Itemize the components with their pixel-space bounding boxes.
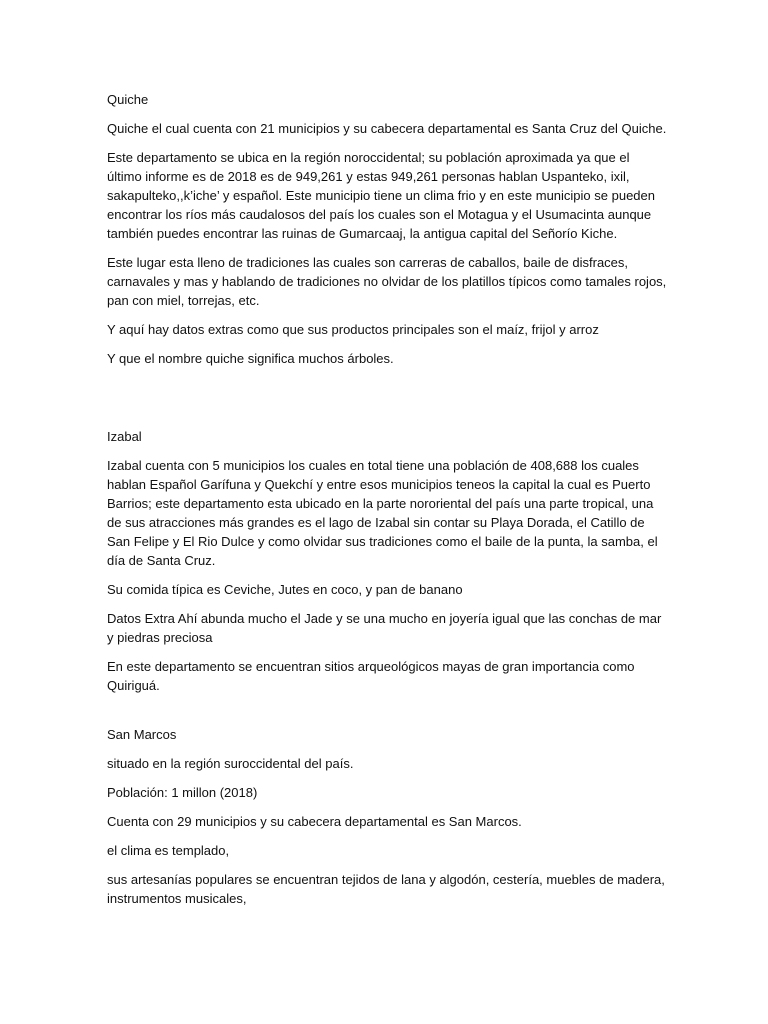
blank-line — [107, 705, 667, 725]
paragraph: Cuenta con 29 municipios y su cabecera departamental es San Marcos. — [107, 814, 522, 829]
paragraph: Su comida típica es Ceviche, Jutes en coco, y pan de banano — [107, 582, 463, 597]
section-heading-quiche: Quiche — [107, 92, 149, 107]
paragraph: Datos Extra Ahí abunda mucho el Jade y se una mucho en joyería igual que las conchas de mar y piedras preciosa — [107, 611, 662, 645]
paragraph: Y que el nombre quiche significa muchos árboles. — [107, 351, 394, 366]
paragraph: Este lugar esta lleno de tradiciones las cuales son carreras de caballos, baile de disfraces, carnavales y mas y hablando de tradiciones no olvidar de los platillos típicos como tamales rojos, pan con miel, torrejas, etc. — [107, 255, 667, 308]
paragraph: Este departamento se ubica en la región noroccidental; su población aproximada ya que el último informe es de 2018 es de 949,261 y estas 949,261 personas hablan Uspanteko, ixil, sakapulteko,,k’iche’ y español. Este municipio tiene un clima frio y en este municipio se pueden encontrar los ríos más caudalosos del país los cuales son el Motagua y el Usumacinta aunque también puedes encontrar las ruinas de Gumarcaaj, la antigua capital del Señorío Kiche. — [107, 150, 655, 241]
paragraph: Izabal cuenta con 5 municipios los cuales en total tiene una población de 408,688 los cuales hablan Español Garífuna y Quekchí y entre esos municipios teneos la capital la cual es Puerto Barrios; este departamento esta ubicado en la parte nororiental del país una parte tropical, una de sus atracciones más grandes es el lago de Izabal sin contar su Playa Dorada, el Catillo de San Felipe y El Rio Dulce y como olvidar sus tradiciones como el baile de la punta, la samba, el día de Santa Cruz. — [107, 458, 658, 568]
document-body — [107, 90, 667, 918]
paragraph: sus artesanías populares se encuentran tejidos de lana y algodón, cestería, muebles de madera, instrumentos musicales, — [107, 872, 665, 906]
paragraph: el clima es templado, — [107, 843, 230, 858]
paragraph: Población: 1 millon (2018) — [107, 785, 258, 800]
paragraph: situado en la región suroccidental del país. — [107, 756, 354, 771]
section-heading-san-marcos: San Marcos — [107, 727, 177, 742]
section-heading-izabal: Izabal — [107, 429, 142, 444]
paragraph: Y aquí hay datos extras como que sus productos principales son el maíz, frijol y arroz — [107, 322, 599, 337]
paragraph: Quiche el cual cuenta con 21 municipios y su cabecera departamental es Santa Cruz del Quiche. — [107, 121, 667, 136]
paragraph: En este departamento se encuentran sitios arqueológicos mayas de gran importancia como Quiriguá. — [107, 659, 635, 693]
blank-lines — [107, 378, 667, 427]
